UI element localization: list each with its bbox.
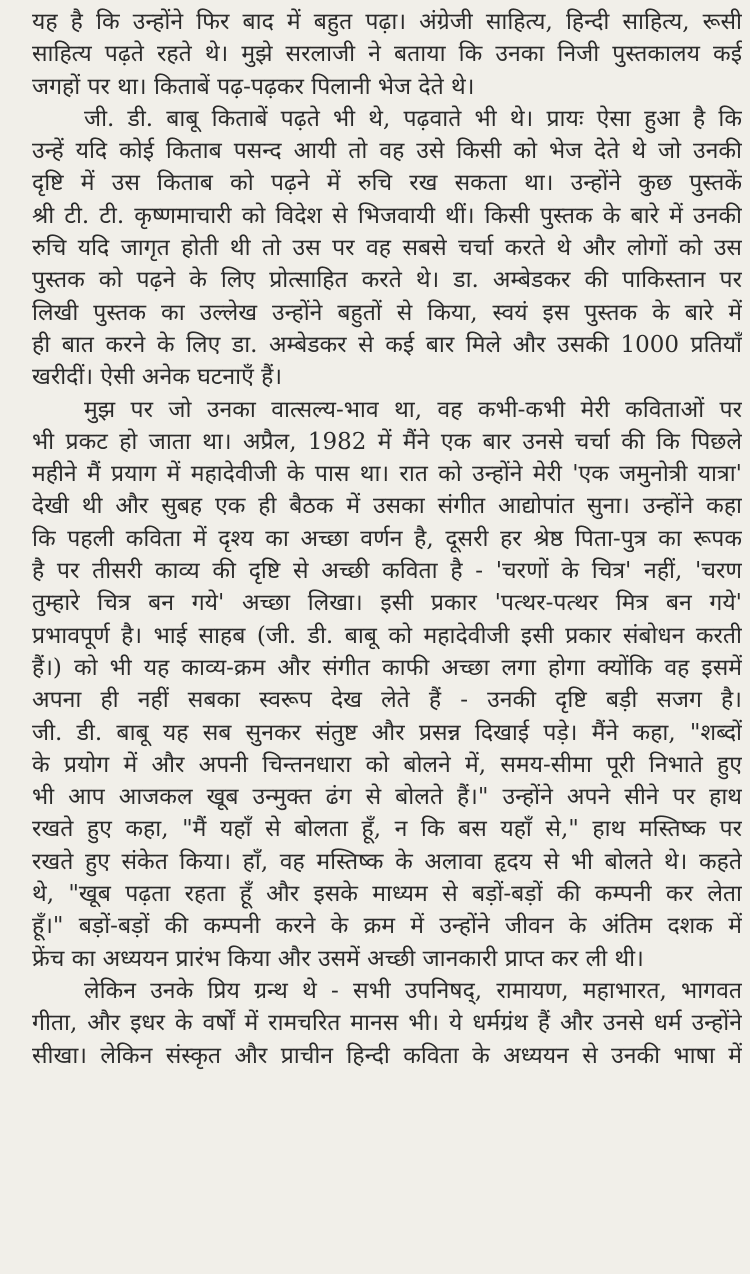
- text-line: श्री टी. टी. कृष्णमाचारी को विदेश से भिजवायी थीं। किसी पुस्तक के बारे में उनकी: [32, 202, 742, 229]
- text-line: है पर तीसरी काव्य की दृष्टि से अच्छी कविता है - 'चरणों के चित्र' नहीं, 'चरण: [32, 558, 742, 585]
- text-line: अपना ही नहीं सबका स्वरूप देख लेते हैं - उनकी दृष्टि बड़ी सजग है।: [32, 687, 742, 714]
- text-line: जी. डी. बाबू यह सब सुनकर संतुष्ट और प्रसन्न दिखाई पड़े। मैंने कहा, "शब्दों: [32, 719, 742, 746]
- text-line: भी आप आजकल खूब उन्मुक्त ढंग से बोलते हैं।" उन्होंने अपने सीने पर हाथ: [32, 784, 742, 811]
- text-line: जी. डी. बाबू किताबें पढ़ते भी थे, पढ़वाते भी थे। प्रायः ऐसा हुआ है कि: [84, 105, 742, 132]
- text-line: गीता, और इधर के वर्षों में रामचरित मानस भी। ये धर्मग्रंथ हैं और उनसे धर्म उन्होंने: [32, 1010, 742, 1037]
- text-line: रखते हुए कहा, "मैं यहाँ से बोलता हूँ, न कि बस यहाँ से," हाथ मस्तिष्क पर: [32, 816, 742, 843]
- text-line: भी प्रकट हो जाता था। अप्रैल, 1982 में मैंने एक बार उनसे चर्चा की कि पिछले: [32, 428, 742, 455]
- text-line: रुचि यदि जागृत होती थी तो उस पर वह सबसे चर्चा करते थे और लोगों को उस: [32, 235, 742, 262]
- text-line: खरीदीं। ऐसी अनेक घटनाएँ हैं।: [32, 364, 283, 391]
- text-line: साहित्य पढ़ते रहते थे। मुझे सरलाजी ने बताया कि उनका निजी पुस्तकालय कई: [32, 41, 742, 68]
- text-line: फ्रेंच का अध्ययन प्रारंभ किया और उसमें अच्छी जानकारी प्राप्त कर ली थी।: [32, 945, 644, 972]
- text-line: प्रभावपूर्ण है। भाई साहब (जी. डी. बाबू को महादेवीजी इसी प्रकार संबोधन करती: [32, 622, 742, 649]
- text-line: दृष्टि में उस किताब को पढ़ने में रुचि रख सकता था। उन्होंने कुछ पुस्तकें: [32, 170, 742, 197]
- text-line: थे, "खूब पढ़ता रहता हूँ और इसके माध्यम से बड़ों-बड़ों की कम्पनी कर लेता: [32, 881, 742, 908]
- text-line: महीने मैं प्रयाग में महादेवीजी के पास था। रात को उन्होंने मेरी 'एक जमुनोत्री यात्रा': [32, 461, 742, 488]
- text-line: कि पहली कविता में दृश्य का अच्छा वर्णन है, दूसरी हर श्रेष्ठ पिता-पुत्र का रूपक: [32, 525, 742, 552]
- text-line: लेकिन उनके प्रिय ग्रन्थ थे - सभी उपनिषद्, रामायण, महाभारत, भागवत: [84, 977, 742, 1004]
- text-line: हैं।) को भी यह काव्य-क्रम और संगीत काफी अच्छा लगा होगा क्योंकि वह इसमें: [32, 654, 742, 681]
- text-line: देखी थी और सुबह एक ही बैठक में उसका संगीत आद्योपांत सुना। उन्होंने कहा: [32, 493, 742, 520]
- text-line: रखते हुए संकेत किया। हाँ, वह मस्तिष्क के अलावा हृदय से भी बोलते थे। कहते: [32, 848, 742, 875]
- text-line: के प्रयोग में और अपनी चिन्तनधारा को बोलने में, समय-सीमा पूरी निभाते हुए: [32, 751, 742, 778]
- text-line: जगहों पर था। किताबें पढ़-पढ़कर पिलानी भेज देते थे।: [32, 73, 475, 100]
- text-line: पुस्तक को पढ़ने के लिए प्रोत्साहित करते थे। डा. अम्बेडकर की पाकिस्तान पर: [32, 267, 742, 294]
- text-line: यह है कि उन्होंने फिर बाद में बहुत पढ़ा। अंग्रेजी साहित्य, हिन्दी साहित्य, रूसी: [32, 9, 742, 35]
- text-line: तुम्हारे चित्र बन गये' अच्छा लिखा। इसी प्रकार 'पत्थर-पत्थर मित्र बन गये': [32, 590, 742, 617]
- paragraph-4: [32, 975, 742, 1072]
- paragraph-2: [32, 103, 742, 394]
- paragraph-3: [32, 394, 742, 975]
- text-line: हूँ।" बड़ों-बड़ों की कम्पनी करने के क्रम में उन्होंने जीवन के अंतिम दशक में: [32, 913, 742, 940]
- text-line: उन्हें यदि कोई किताब पसन्द आयी तो वह उसे किसी को भेज देते थे जो उनकी: [32, 138, 742, 165]
- text-line: ही बात करने के लिए डा. अम्बेडकर से कई बार मिले और उसकी 1000 प्रतियाँ: [32, 331, 742, 358]
- text-line: मुझ पर जो उनका वात्सल्य-भाव था, वह कभी-कभी मेरी कविताओं पर: [84, 396, 742, 423]
- paragraph-1: [32, 6, 742, 103]
- text-line: सीखा। लेकिन संस्कृत और प्राचीन हिन्दी कविता के अध्ययन से उनकी भाषा में: [32, 1042, 742, 1069]
- text-line: लिखी पुस्तक का उल्लेख उन्होंने बहुतों से किया, स्वयं इस पुस्तक के बारे में: [32, 299, 742, 326]
